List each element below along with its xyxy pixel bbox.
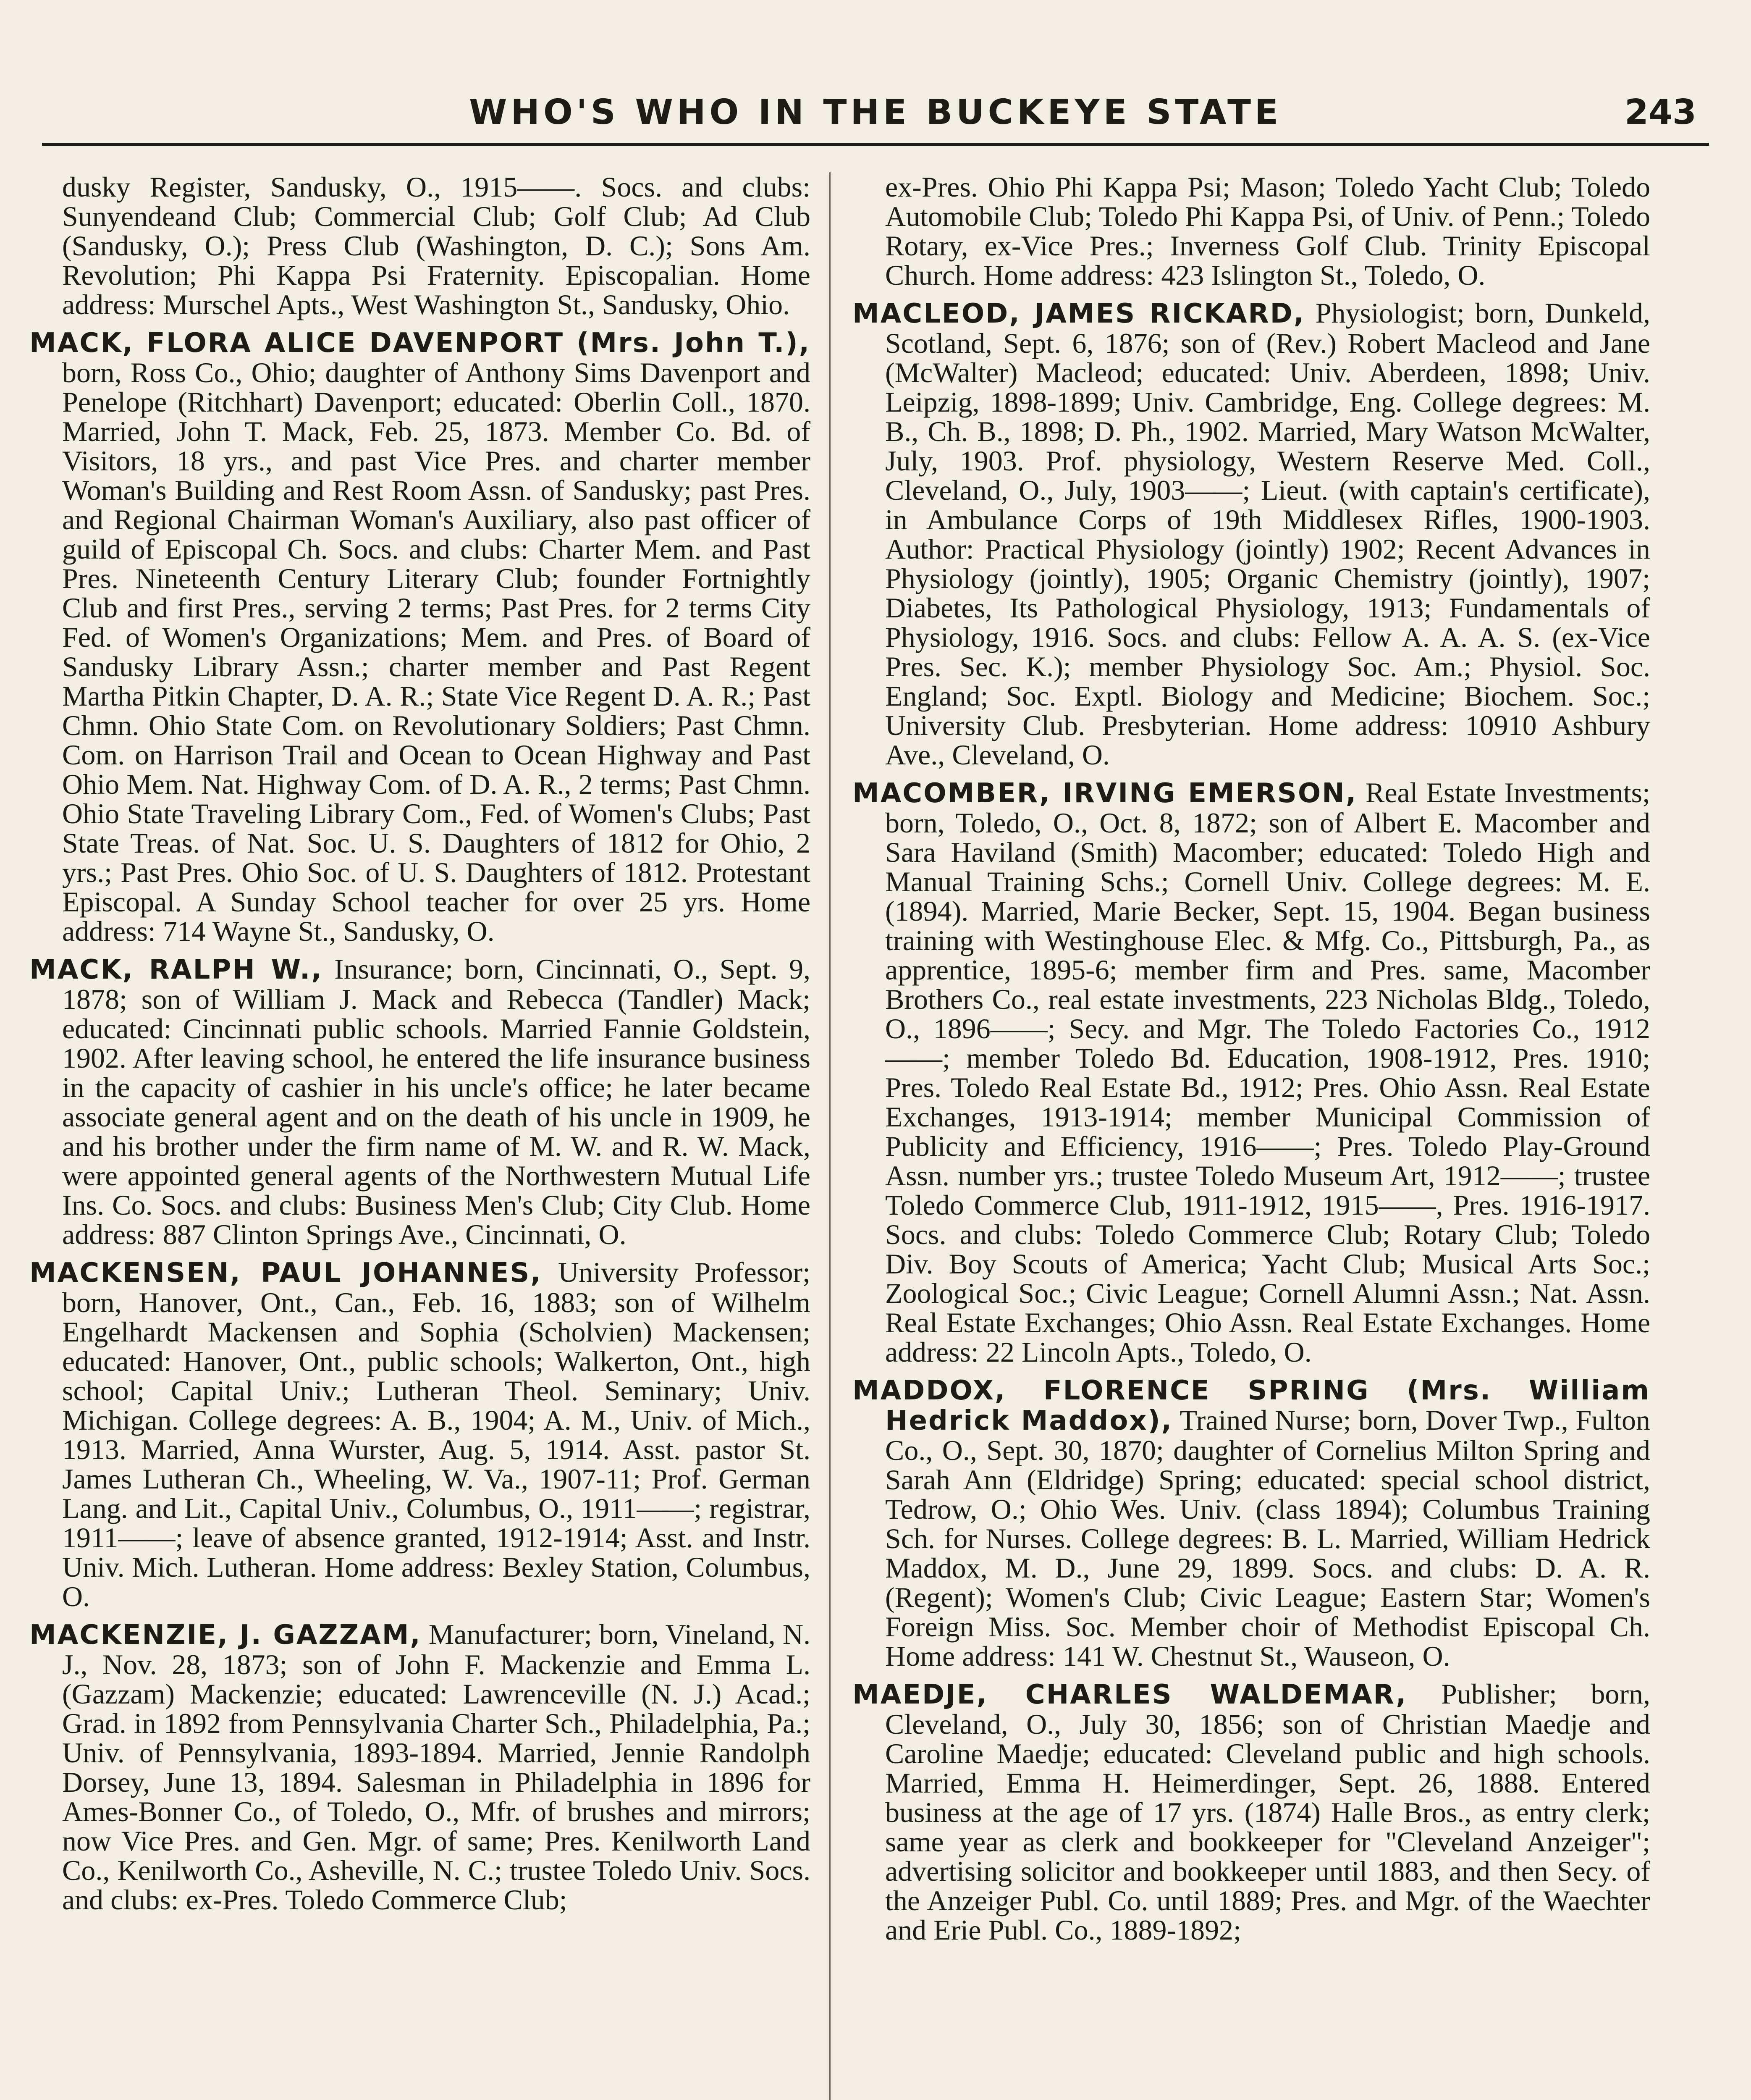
entry-name: MAEDJE, CHARLES WALDEMAR, — [852, 1679, 1408, 1710]
column-divider — [829, 172, 831, 2100]
right-column — [852, 172, 1650, 2100]
entry-continued — [852, 172, 1650, 290]
entry-text: Real Estate Investments; born, Toledo, O., Oct. 8, 1872; son of Albert E. Macomber and Sara Haviland (Smith) Macomber; educated: Toledo High and Manual Training Schs.; Cornell Univ. College degrees: M. E. (1894). Married, Marie Becker, Sept. 15, 1904. Began business training with Westinghouse Elec. & Mfg. Co., Pittsburgh, Pa., as apprentice, 1895-6; member firm and Pres. same, Macomber Brothers Co., real estate investments, 223 Nicholas Bldg., Toledo, O., 1896——; Secy. and Mgr. The Toledo Factories Co., 1912——; member Toledo Bd. Education, 1908-1912, Pres. 1910; Pres. Toledo Real Estate Bd., 1912; Pres. Ohio Assn. Real Estate Exchanges, 1913-1914; member Municipal Commission of Publicity and Efficiency, 1916——; Pres. Toledo Play-Ground Assn. number yrs.; trustee Toledo Museum Art, 1912——; trustee Toledo Commerce Club, 1911-1912, 1915——, Pres. 1916-1917. Socs. and clubs: Toledo Commerce Club; Rotary Club; Toledo Div. Boy Scouts of America; Yacht Club; Musical Arts Soc.; Zoological Soc.; Civic League; Cornell Alumni Assn.; Nat. Assn. Real Estate Exchanges; Ohio Assn. Real Estate Exchanges. Home address: 22 Lincoln Apts., Toledo, O. — [885, 777, 1650, 1368]
entry-text: Manufacturer; born, Vineland, N. J., Nov. 28, 1873; son of John F. Mackenzie and Emma L. (Gazzam) Mackenzie; educated: Lawrenceville (N. J.) Acad.; Grad. in 1892 from Pennsylvania Charter Sch., Philadelphia, Pa.; Univ. of Pennsylvania, 1893-1894. Married, Jennie Randolph Dorsey, June 13, 1894. Salesman in Philadelphia in 1896 for Ames-Bonner Co., of Toledo, O., Mfr. of brushes and mirrors; now Vice Pres. and Gen. Mgr. of same; Pres. Kenilworth Land Co., Kenilworth Co., Asheville, N. C.; trustee Toledo Univ. Socs. and clubs: ex-Pres. Toledo Commerce Club; — [62, 1618, 810, 1916]
entry-mackenzie — [29, 1620, 810, 1914]
entry-mack-ralph — [29, 954, 810, 1249]
running-title: WHO'S WHO IN THE BUCKEYE STATE — [469, 92, 1282, 132]
entry-text: University Professor; born, Hanover, Ont., Can., Feb. 16, 1883; son of Wilhelm Engelhardt Mackensen and Sophia (Scholvien) Mackensen; educated: Hanover, Ont., public schools; Walkerton, Ont., high school; Capital Univ.; Lutheran Theol. Seminary; Univ. Michigan. College degrees: A. B., 1904; A. M., Univ. of Mich., 1913. Married, Anna Wurster, Aug. 5, 1914. Asst. pastor St. James Lutheran Ch., Wheeling, W. Va., 1907-11; Prof. German Lang. and Lit., Capital Univ., Columbus, O., 1911——; registrar, 1911——; leave of absence granted, 1912-1914; Asst. and Instr. Univ. Mich. Lutheran. Home address: Bexley Station, Columbus, O. — [62, 1256, 810, 1612]
left-column — [29, 172, 810, 2100]
entry-text: dusky Register, Sandusky, O., 1915——. Socs. and clubs: Sunyendeand Club; Commercial Club; Golf Club; Ad Club (Sandusky, O.); Press Club (Washington, D. C.); Sons Am. Revolution; Phi Kappa Psi Fraternity. Episcopalian. Home address: Murschel Apts., West Washington St., Sandusky, Ohio. — [62, 172, 810, 320]
header-rule — [42, 143, 1709, 146]
entry-macomber — [852, 778, 1650, 1367]
page-number: 243 — [1624, 92, 1696, 132]
entry-maedje — [852, 1679, 1650, 1945]
entry-name: MACK, RALPH W., — [29, 954, 323, 985]
entry-macleod — [852, 298, 1650, 769]
entry-name: MACK, FLORA ALICE DAVENPORT (Mrs. John T.), — [29, 328, 810, 359]
entry-name: MACOMBER, IRVING EMERSON, — [852, 778, 1358, 809]
entry-text: Trained Nurse; born, Dover Twp., Fulton Co., O., Sept. 30, 1870; daughter of Cornelius Milton Spring and Sarah Ann (Eldridge) Spring; educated: special school district, Tedrow, O.; Ohio Wes. Univ. (class 1894); Columbus Training Sch. for Nurses. College degrees: B. L. Married, William Hedrick Maddox, M. D., June 29, 1899. Socs. and clubs: D. A. R. (Regent); Women's Club; Civic League; Eastern Star; Women's Foreign Miss. Soc. Member choir of Methodist Episcopal Ch. Home address: 141 W. Chestnut St., Wauseon, O. — [885, 1404, 1650, 1672]
entry-name: MACKENZIE, J. GAZZAM, — [29, 1620, 422, 1651]
entry-text: Physiologist; born, Dunkeld, Scotland, Sept. 6, 1876; son of (Rev.) Robert Macleod and Jane (McWalter) Macleod; educated: Univ. Aberdeen, 1898; Univ. Leipzig, 1898-1899; Univ. Cambridge, Eng. College degrees: M. B., Ch. B., 1898; D. Ph., 1902. Married, Mary Watson McWalter, July, 1903. Prof. physiology, Western Reserve Med. Coll., Cleveland, O., July, 1903——; Lieut. (with captain's certificate), in Ambulance Corps of 19th Middlesex Rifles, 1900-1903. Author: Practical Physiology (jointly) 1902; Recent Advances in Physiology (jointly), 1905; Organic Chemistry (jointly), 1907; Diabetes, Its Pathological Physiology, 1913; Fundamentals of Physiology, 1916. Socs. and clubs: Fellow A. A. A. S. (ex-Vice Pres. Sec. K.); member Physiology Soc. Am.; Physiol. Soc. England; Soc. Exptl. Biology and Medicine; Biochem. Soc.; University Club. Presbyterian. Home address: 10910 Ashbury Ave., Cleveland, O. — [885, 297, 1650, 771]
entry-mackensen — [29, 1257, 810, 1611]
entry-name: MACLEOD, JAMES RICKARD, — [852, 298, 1305, 329]
entry-mack-flora — [29, 328, 810, 946]
entry-name: MACKENSEN, PAUL JOHANNES, — [29, 1257, 542, 1289]
entry-text: Publisher; born, Cleveland, O., July 30, 1856; son of Christian Maedje and Caroline Maedje; educated: Cleveland public and high schools. Married, Emma H. Heimerdinger, Sept. 26, 1888. Entered business at the age of 17 yrs. (1874) Halle Bros., as entry clerk; same year as clerk and bookkeeper for "Cleveland Anzeiger"; advertising solicitor and bookkeeper until 1883, and then Secy. of the Anzeiger Publ. Co. until 1889; Pres. and Mgr. of the Waechter and Erie Publ. Co., 1889-1892; — [885, 1678, 1650, 1946]
page-header — [42, 84, 1709, 151]
entry-name: MADDOX, FLORENCE SPRING (Mrs. William Hedrick Maddox), — [852, 1375, 1650, 1436]
entry-text: born, Ross Co., Ohio; daughter of Anthony Sims Davenport and Penelope (Ritchhart) Davenport; educated: Oberlin Coll., 1870. Married, John T. Mack, Feb. 25, 1873. Member Co. Bd. of Visitors, 18 yrs., and past Vice Pres. and charter member Woman's Building and Rest Room Assn. of Sandusky; past Pres. and Regional Chairman Woman's Auxiliary, also past officer of guild of Episcopal Ch. Socs. and clubs: Charter Mem. and Past Pres. Nineteenth Century Literary Club; founder Fortnightly Club and first Pres., serving 2 terms; Past Pres. for 2 terms City Fed. of Women's Organizations; Mem. and Pres. of Board of Sandusky Library Assn.; charter member and Past Regent Martha Pitkin Chapter, D. A. R.; State Vice Regent D. A. R.; Past Chmn. Ohio State Com. on Revolutionary Soldiers; Past Chmn. Com. on Harrison Trail and Ocean to Ocean Highway and Past Ohio Mem. Nat. Highway Com. of D. A. R., 2 terms; Past Chmn. Ohio State Traveling Library Com., Fed. of Women's Clubs; Past State Treas. of Nat. Soc. U. S. Daughters of 1812 for Ohio, 2 yrs.; Past Pres. Ohio Soc. of U. S. Daughters of 1812. Protestant Episcopal. A Sunday School teacher for over 25 yrs. Home address: 714 Wayne St., Sandusky, O. — [62, 357, 810, 947]
entry-text: Insurance; born, Cincinnati, O., Sept. 9, 1878; son of William J. Mack and Rebecca (Tandler) Mack; educated: Cincinnati public schools. Married Fannie Goldstein, 1902. After leaving school, he entered the life insurance business in the capacity of cashier in his uncle's office; he later became associate general agent and on the death of his uncle in 1909, he and his brother under the firm name of M. W. and R. W. Mack, were appointed general agents of the Northwestern Mutual Life Ins. Co. Socs. and clubs: Business Men's Club; City Club. Home address: 887 Clinton Springs Ave., Cincinnati, O. — [62, 953, 810, 1250]
entry-maddox — [852, 1375, 1650, 1671]
entry-text: ex-Pres. Ohio Phi Kappa Psi; Mason; Toledo Yacht Club; Toledo Automobile Club; Toledo Phi Kappa Psi, of Univ. of Penn.; Toledo Rotary, ex-Vice Pres.; Inverness Golf Club. Trinity Episcopal Church. Home address: 423 Islington St., Toledo, O. — [885, 172, 1650, 291]
entry-continued — [29, 172, 810, 319]
